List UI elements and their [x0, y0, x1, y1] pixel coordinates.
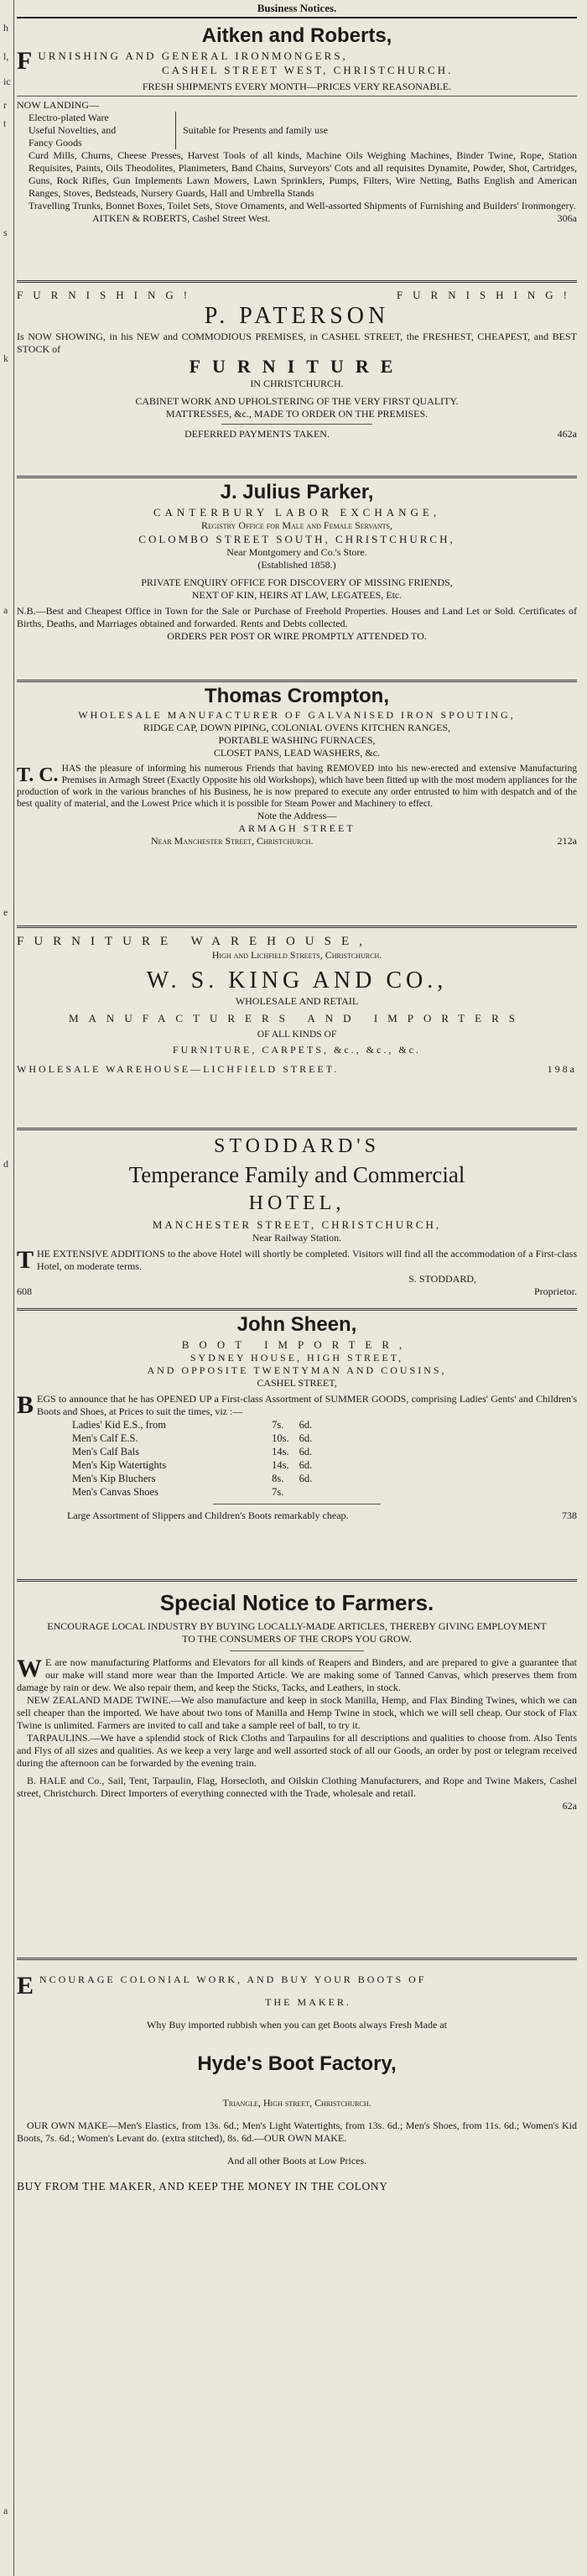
drop-cap: B	[17, 1391, 34, 1419]
gutter-rule	[13, 0, 14, 2576]
ad-code: 306a	[557, 212, 577, 224]
ad-line: THE MAKER.	[265, 1996, 351, 2008]
ad-line: Near Montgomery and Co.'s Store.	[226, 546, 367, 558]
ad-crompton	[17, 682, 577, 928]
price-pence: 6d.	[299, 1446, 313, 1457]
ad-line: WHOLESALE WAREHOUSE—LICHFIELD STREET.	[17, 1063, 340, 1075]
ad-line: CANTERBURY LABOR EXCHANGE,	[153, 506, 441, 519]
ad-line: FURNISHING!	[396, 289, 577, 301]
items-note: Suitable for Presents and family use	[183, 124, 328, 136]
ad-line: PORTABLE WASHING FURNACES,	[218, 734, 376, 746]
ad-body: HE EXTENSIVE ADDITIONS to the above Hotel will shortly be completed. Visitors will find all the accommodation of a First-class Hotel, on moderate terms.	[37, 1248, 577, 1272]
left-gutter	[0, 0, 13, 2576]
ad-title: P. PATERSON	[204, 303, 390, 329]
signature: S. STODDARD,	[408, 1273, 476, 1285]
ad-line: Triangle, High street, Christchurch.	[222, 2097, 371, 2109]
price-pence	[294, 1485, 318, 1499]
price-item: Ladies' Kid E.S., from	[72, 1419, 166, 1431]
gutter-char: ic	[3, 76, 11, 87]
ad-line: PRIVATE ENQUIRY OFFICE FOR DISCOVERY OF MISSING FRIENDS,	[141, 576, 453, 588]
ad-line: (Established 1858.)	[257, 559, 336, 571]
price-item: Men's Calf Bals	[72, 1446, 140, 1457]
ad-line: WHOLESALE MANUFACTURER OF GALVANISED IRON SPOUTING,	[78, 709, 516, 721]
ad-line: FURNITURE WAREHOUSE,	[17, 935, 372, 948]
ad-parker	[17, 478, 577, 682]
gutter-char: r	[3, 99, 7, 111]
gutter-char: e	[3, 906, 8, 918]
ad-line: IN CHRISTCHURCH.	[250, 378, 344, 389]
ad-title: John Sheen,	[236, 1313, 357, 1336]
ad-line: AND OPPOSITE TWENTYMAN AND COUSINS,	[147, 1364, 447, 1376]
ad-body: Curd Mills, Churns, Cheese Presses, Harvest Tools of all kinds, Machine Oils Weighing Machines, Binder Twine, Rope, Station Requisites, Paints, Oils Theodolites, Planimeters, Band Chains, Surveyors' Cots and all requisites Dynamite, Powder, Shot, Cartridges, Guns, Rock Rifles, Gun Implements Lawn Mowers, Lawn Sprinklers, Pumps, Filters, Wire Netting, Baths English and American Ranges, Stoves, Bedsteads, Nursery Guards, Hall and Umbrella Stands	[29, 149, 577, 199]
gutter-char: h	[3, 22, 8, 34]
page-header: Business Notices.	[17, 0, 577, 18]
gutter-char: d	[3, 1158, 8, 1170]
ad-paterson	[17, 283, 577, 478]
ad-sheen	[17, 1311, 577, 1582]
ad-code: 462a	[557, 428, 577, 440]
price-shillings: 10s.	[272, 1432, 289, 1444]
ad-title: Hyde's Boot Factory,	[197, 2052, 397, 2075]
ad-line: FURNISHING!	[17, 289, 198, 301]
price-shillings: 14s.	[272, 1459, 289, 1471]
ad-line: BOOT IMPORTER,	[181, 1338, 413, 1351]
price-pence: 6d.	[299, 1473, 313, 1484]
ad-line: CASHEL STREET WEST, CHRISTCHURCH.	[161, 64, 454, 76]
ad-line: BUY FROM THE MAKER, AND KEEP THE MONEY IN THE COLONY	[17, 2179, 388, 2193]
ad-line: OF ALL KINDS OF	[257, 1030, 337, 1040]
drop-cap: E	[17, 1972, 37, 2000]
ad-body: OUR OWN MAKE—Men's Elastics, from 13s. 6d.; Men's Light Watertights, from 13s. 6d.; Men's Shoes, from 11s. 6d.; Women's Kid Boots, 7s. 6d.; Women's Levant do. (extra stitched), 8s. 6d.—OUR OWN MAKE.	[17, 2120, 577, 2144]
ad-line: Near Manchester Street, Christchurch.	[151, 835, 314, 847]
price-shillings: 7s.	[272, 1486, 284, 1498]
ad-line: RIDGE CAP, DOWN PIPING, COLONIAL OVENS KITCHEN RANGES,	[143, 722, 451, 733]
ad-line: ORDERS PER POST OR WIRE PROMPTLY ATTENDED TO.	[167, 630, 427, 642]
price-shillings: 8s.	[272, 1473, 284, 1484]
ad-line: NOW LANDING—	[17, 99, 100, 111]
drop-cap: T. C.	[17, 764, 59, 786]
ad-title: Temperance Family and Commercial	[128, 1162, 465, 1187]
ad-line: MANUFACTURERS AND IMPORTERS	[68, 1012, 526, 1025]
drop-cap: F	[17, 47, 35, 75]
ad-line: NCOURAGE COLONIAL WORK, AND BUY YOUR BOOTS OF	[39, 1974, 427, 1985]
ad-line: FURNITURE, CARPETS, &c., &c., &c.	[173, 1044, 421, 1056]
ad-line: WHOLESALE AND RETAIL	[235, 995, 359, 1007]
ad-line: Why Buy imported rubbish when you can get Boots always Fresh Made at	[147, 2019, 447, 2031]
ad-line: MANCHESTER STREET, CHRISTCHURCH,	[152, 1218, 442, 1231]
ad-line: SYDNEY HOUSE, HIGH STREET,	[190, 1352, 404, 1364]
ad-title: W. S. KING AND CO.,	[146, 967, 448, 993]
ad-line: MATTRESSES, &c., MADE TO ORDER ON THE PREMISES.	[165, 408, 429, 420]
table-row	[67, 1458, 317, 1472]
ad-line: ENCOURAGE LOCAL INDUSTRY BY BUYING LOCALLY-MADE ARTICLES, THEREBY GIVING EMPLOYMENT TO THE CONSUMERS OF THE CROPS YOU GROW.	[47, 1620, 547, 1645]
ad-code: 738	[562, 1510, 577, 1521]
price-pence: 6d.	[299, 1459, 313, 1471]
price-pence: 6d.	[299, 1419, 313, 1431]
ad-code: 212a	[557, 835, 577, 847]
ad-line: Proprietor.	[534, 1285, 577, 1297]
ad-title: STODDARD'S	[214, 1135, 380, 1157]
ad-body: N.B.—Best and Cheapest Office in Town for the Sale or Purchase of Freehold Properties. Houses and Land Let or Sold. Certificates of Births, Deaths, and Marriages obtained and forwarded. Rents and Debts collected.	[17, 605, 577, 629]
ad-line: COLOMBO STREET SOUTH, CHRISTCHURCH,	[138, 533, 455, 545]
price-item: Men's Kip Bluchers	[72, 1473, 156, 1484]
price-item: Men's Calf E.S.	[72, 1432, 138, 1444]
notices-column	[17, 0, 577, 2204]
ad-code: 62a	[562, 1800, 577, 1812]
ad-line: CLOSET PANS, LEAD WASHERS, &c.	[213, 747, 381, 759]
table-row	[67, 1472, 317, 1485]
items-group	[17, 112, 577, 149]
price-table	[67, 1418, 317, 1499]
price-item: Men's Canvas Shoes	[72, 1486, 158, 1498]
item: Fancy Goods	[29, 137, 82, 149]
gutter-char: l,	[3, 50, 9, 62]
ad-body: TARPAULINS.—We have a splendid stock of Rick Cloths and Tarpaulins for all descriptions and qualities to choose from. Also Tents and Flys of all sizes and qualities. As we keep a very large and well assorted stock of all our Goods, an order by post or telegram received during the afternoon can be forwarded by the evening train.	[17, 1732, 577, 1769]
ad-aitken-roberts	[17, 22, 577, 283]
drop-cap: T	[17, 1246, 34, 1274]
ad-line: ARMAGH STREET	[238, 822, 356, 834]
ad-line: FURNITURE	[189, 356, 405, 377]
ad-line: NEXT OF KIN, HEIRS AT LAW, LEGATEES, Etc.	[191, 589, 403, 601]
gutter-char: k	[3, 352, 8, 364]
gutter-char: t	[3, 117, 7, 129]
ad-line: DEFERRED PAYMENTS TAKEN.	[184, 428, 330, 440]
ad-body: E are now manufacturing Platforms and Elevators for all kinds of Reapers and Binders, and are prepared to give a guarantee that our make will stand more wear than the Imported Article. We are making some of Tanned Canvas, which preserves them from damage by rain or dew. We also repair them, and keep the Sticks, Tacks, and Leathers, in stock.	[17, 1656, 577, 1693]
ad-title: Special Notice to Farmers.	[159, 1590, 434, 1615]
item: Useful Novelties, and	[29, 124, 117, 136]
ad-title: Aitken and Roberts,	[201, 24, 392, 47]
ad-line: Near Railway Station.	[252, 1232, 342, 1244]
ad-line: HOTEL,	[248, 1192, 345, 1214]
ad-king	[17, 928, 577, 1130]
ad-body: Is NOW SHOWING, in his NEW and COMMODIOUS PREMISES, in CASHEL STREET, the FRESHEST, CHEAPEST, and BEST STOCK of	[17, 331, 577, 355]
table-row	[67, 1445, 317, 1458]
ad-code: 198a	[547, 1063, 577, 1075]
ad-line: CABINET WORK AND UPHOLSTERING OF THE VERY FIRST QUALITY.	[135, 395, 459, 407]
ad-farmers	[17, 1582, 577, 1960]
ad-line: URNISHING AND GENERAL IRONMONGERS,	[38, 50, 348, 62]
gutter-char: s	[3, 227, 8, 238]
ad-line: Registry Office for Male and Female Servants,	[200, 519, 393, 531]
ad-body: NEW ZEALAND MADE TWINE.—We also manufacture and keep in stock Manilla, Hemp, and Flax Binding Twines, which we can sell cheaper than the imported. We have about two tons of Manilla and Hemp Twine in stock, which we will sell cheap. Our stock of Flax Twine is unlimited. Farmers are invited to call and take a sample reel of ball, to try it.	[17, 1694, 577, 1731]
ad-line: Large Assortment of Slippers and Children's Boots remarkably cheap.	[67, 1510, 349, 1521]
gutter-char: a	[3, 2505, 8, 2516]
table-row	[67, 1431, 317, 1445]
ad-body: HAS the pleasure of informing his numerous Friends that having REMOVED into his new-erected and extensive Manufacturing Premises in Armagh Street (Exactly Opposite his old Workshops), which have been fitted up with the most modern appliances for the production of work in the various branches of his Business, he is now prepared to execute any order entrusted to him with despatch and of the best quality of material, and the Lowest Price which it is possible for Steam Power and Machinery to effect.	[17, 764, 577, 809]
ad-code: 608	[17, 1285, 32, 1297]
ad-title: Thomas Crompton,	[205, 685, 389, 707]
price-pence: 6d.	[299, 1432, 313, 1444]
item: Electro-plated Ware	[29, 112, 109, 123]
ad-line: CASHEL STREET,	[257, 1377, 337, 1389]
ad-line: High and Lichfield Streets, Christchurch.	[211, 949, 382, 961]
ad-line: FRESH SHIPMENTS EVERY MONTH—PRICES VERY REASONABLE.	[142, 81, 452, 92]
ad-line: Note the Address—	[257, 810, 337, 821]
price-item: Men's Kip Watertights	[72, 1459, 167, 1471]
price-shillings: 14s.	[272, 1446, 289, 1457]
ad-body: EGS to announce that he has OPENED UP a First-class Assortment of SUMMER GOODS, comprising Ladies' Gents' and Children's Boots and Shoes, at Prices to suit the times, viz :—	[37, 1393, 577, 1417]
table-row	[67, 1485, 317, 1499]
ad-hyde	[17, 1960, 577, 2193]
gutter-char: a	[3, 604, 8, 616]
ad-body: B. HALE and Co., Sail, Tent, Tarpaulin, Flag, Horsecloth, and Oilskin Clothing Manufacturers, and Rope and Twine Makers, Cashel street, Christchurch. Direct Importers of everything connected with the Trade, wholesale and retail.	[17, 1775, 577, 1799]
ad-title: J. Julius Parker,	[220, 481, 374, 503]
ad-stoddard	[17, 1130, 577, 1311]
drop-cap: W	[17, 1655, 42, 1682]
price-shillings: 7s.	[272, 1419, 284, 1431]
ad-body: Travelling Trunks, Bonnet Boxes, Toilet Sets, Stove Ornaments, and Well-assorted Shipments of Furnishing and Builders' Ironmongery.	[29, 200, 576, 211]
signature: AITKEN & ROBERTS, Cashel Street West.	[92, 212, 271, 224]
table-row	[67, 1418, 317, 1431]
ad-line: And all other Boots at Low Prices.	[226, 2155, 367, 2167]
